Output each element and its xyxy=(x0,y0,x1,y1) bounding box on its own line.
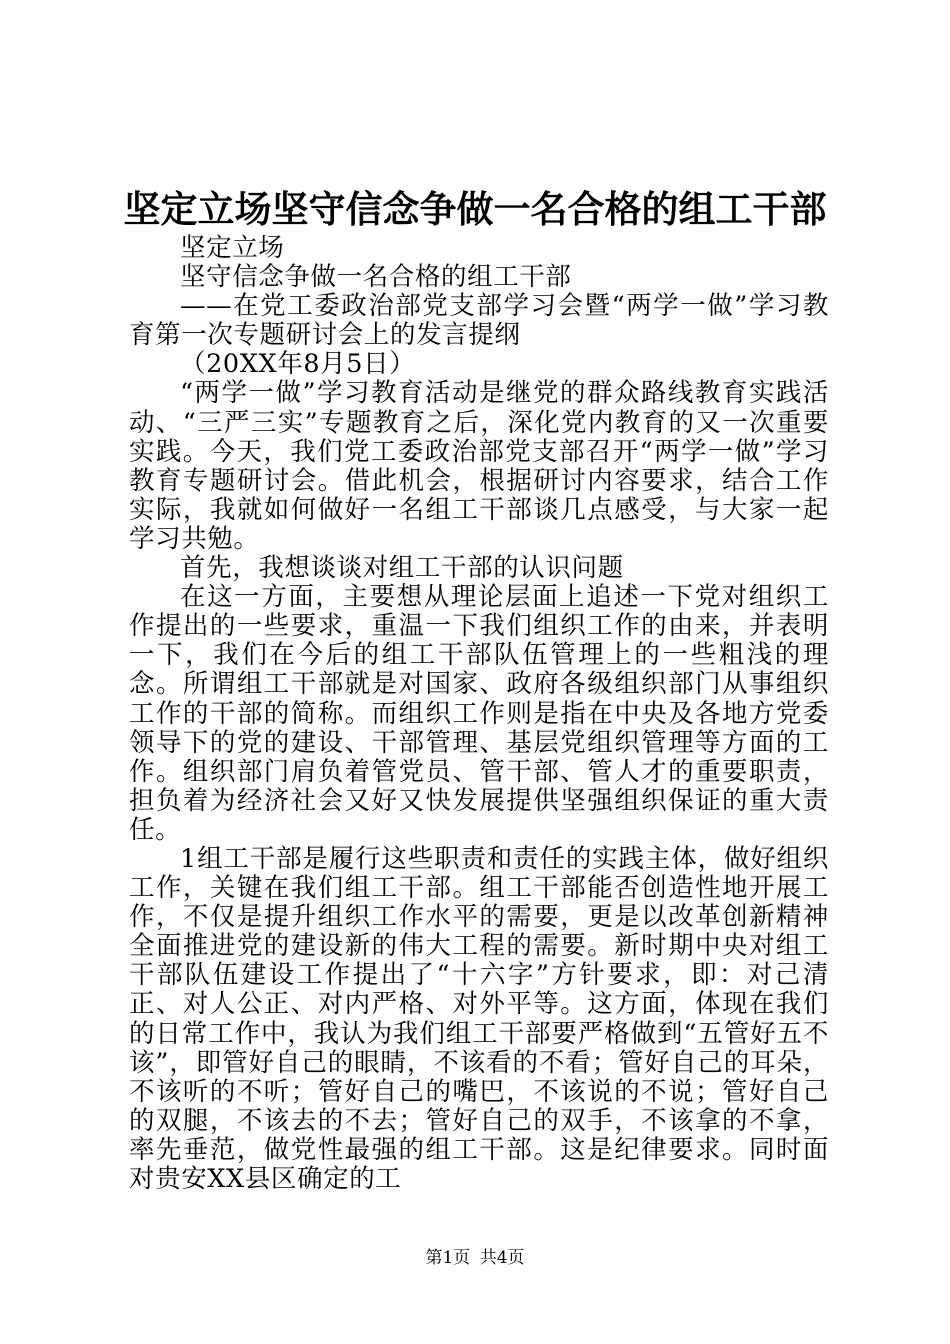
page-total: 共4页 xyxy=(479,1248,525,1268)
document-body xyxy=(129,234,829,1194)
paragraph: 1组工干部是履行这些职责和责任的实践主体，做好组织工作，关键在我们组工干部。组工干部能否创造性地开展工作，不仅是提升组织工作水平的需要，更是以改革创新精神全面推进党的建设新的伟大工程的需要。新时期中央对组工干部队伍建设工作提出了“十六字”方针要求，即：对己清正、对人公正、对内严格、对外平等。这方面，体现在我们的日常工作中，我认为我们组工干部要严格做到“五管好五不该”，即管好自己的眼睛，不该看的不看；管好自己的耳朵，不该听的不听；管好自己的嘴巴，不该说的不说；管好自己的双腿，不该去的不去；管好自己的双手，不该拿的不拿，率先垂范，做党性最强的组工干部。这是纪律要求。同时面对贵安XX县区确定的工 xyxy=(129,843,829,1194)
paragraph: 首先，我想谈谈对组工干部的认识问题 xyxy=(180,553,624,584)
page-number: 第1页 xyxy=(425,1248,471,1268)
page-footer xyxy=(0,1246,950,1270)
paragraph: “两学一做”学习教育活动是继党的群众路线教育实践活动、“三严三实”专题教育之后，深化党内教育的又一次重要实践。今天，我们党工委政治部党支部召开“两学一做”学习教育专题研讨会。借此机会，根据研讨内容要求，结合工作实际，我就如何做好一名组工干部谈几点感受，与大家一起学习共勉。 xyxy=(129,378,829,554)
paragraph: 在这一方面，主要想从理论层面上追述一下党对组织工作提出的一些要求，重温一下我们组织工作的由来，并表明一下，我们在今后的组工干部队伍管理上的一些粗浅的理念。所谓组工干部就是对国家、政府各级组织部门从事组织工作的干部的简称。而组织工作则是指在中央及各地方党委领导下的党的建设、干部管理、基层党组织管理等方面的工作。组织部门肩负着管党员、管干部、管人才的重要职责，担负着为经济社会又好又快发展提供坚强组织保证的重大责任。 xyxy=(129,582,829,845)
paragraph: 坚定立场 xyxy=(180,233,285,263)
paragraph: （20XX年8月5日） xyxy=(180,349,416,380)
document-title: 坚定立场坚守信念争做一名合格的组工干部 xyxy=(123,188,827,231)
paragraph: ——在党工委政治部党支部学习会暨“两学一做”学习教育第一次专题研讨会上的发言提纲 xyxy=(129,291,829,351)
paragraph: 坚守信念争做一名合格的组工干部 xyxy=(180,262,572,293)
